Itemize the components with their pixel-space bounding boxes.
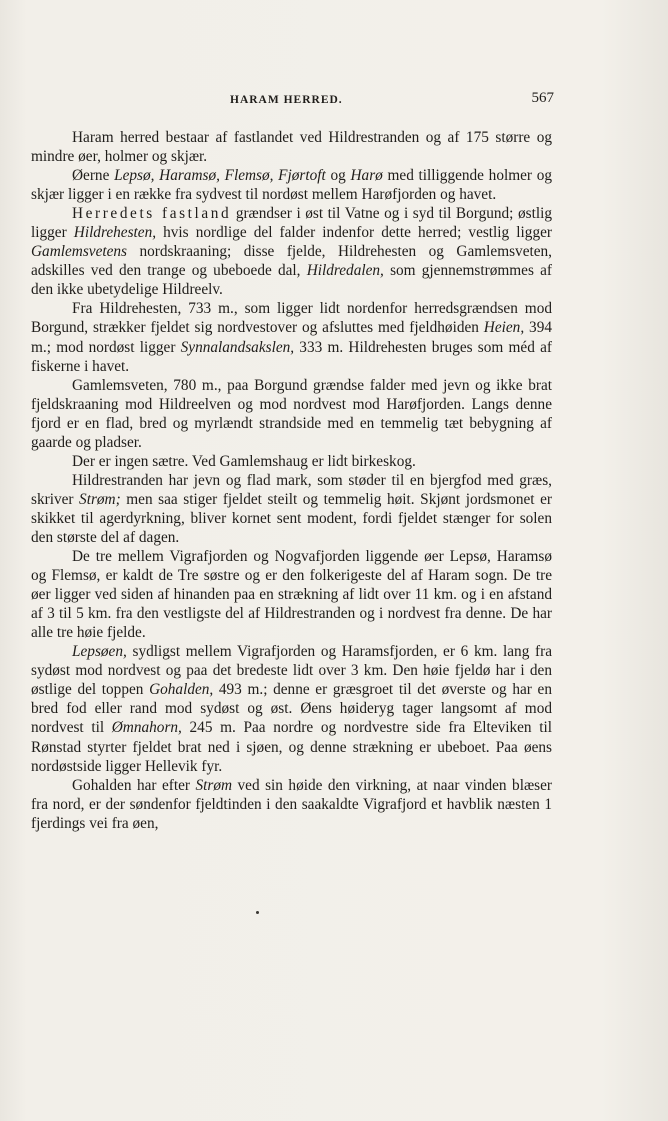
paragraph-2: Øerne Lepsø, Haramsø, Flemsø, Fjørtoft og Harø med tilliggende holmer og skjær ligger i en række fra sydvest til nordøst mellem Harøfjorden og havet. bbox=[31, 167, 552, 204]
paragraph-6: Der er ingen sætre. Ved Gamlemshaug er lidt birkeskog. bbox=[72, 452, 416, 470]
paragraph-10: Gohalden har efter Strøm ved sin høide den virkning, at naar vinden blæser fra nord, er der søndenfor fjeldtinden i den saakaldte Vigrafjord et havblik næsten 1 fjerdings vei fra øen, bbox=[31, 776, 552, 832]
paragraph-3: Herredets fastland grændser i øst til Vatne og i syd til Borgund; østlig ligger Hildrehesten, hvis nordlige del falder indenfor dette herred; vestlig ligger Gamlemsvetens nordskraaning; disse fjelde, Hildrehesten og Gamlemsveten, adskilles ved den trange og ubeboede dal, Hildredalen, som gjennemstrømmes af den ikke ubetydelige Hildreelv. bbox=[31, 205, 552, 299]
page-header bbox=[30, 90, 554, 112]
body-text bbox=[31, 128, 552, 833]
running-head: HARAM HERRED. bbox=[230, 94, 343, 106]
paragraph-8: De tre mellem Vigrafjorden og Nogvafjorden liggende øer Lepsø, Haramsø og Flemsø, er kaldt de Tre søstre og er den folkerigeste del af Haram sogn. De tre øer ligger ved siden af hinanden paa en strækning af lidt over 11 km. og i en afstand af 3 til 5 km. fra den vestligste del af Hildrestranden og i nordvest fra denne. De har alle tre høie fjelde. bbox=[31, 548, 552, 642]
paragraph-1: Haram herred bestaar af fastlandet ved Hildrestranden og af 175 større og mindre øer, holmer og skjær. bbox=[31, 129, 552, 166]
ink-speck bbox=[256, 911, 259, 914]
page-number: 567 bbox=[531, 90, 554, 106]
paragraph-5: Gamlemsveten, 780 m., paa Borgund grændse falder med jevn og ikke brat fjeldskraaning mod Hildreelven og mod nordvest mod Harøfjorden. Langs denne fjord er en flad, bred og myrlændt strandside med en temmelig tæt bebygning af gaarde og pladser. bbox=[31, 376, 552, 451]
paragraph-9: Lepsøen, sydligst mellem Vigrafjorden og Haramsfjorden, er 6 km. lang fra sydøst mod nordvest og paa det bredeste lidt over 3 km. Den høie fjeldø har i den østlige del toppen Gohalden, 493 m.; denne er græsgroet til det øverste og har en bred fod eller rand mod sydøst og øst. Øens høideryg tager langsomt af mod nordvest til Ømnahorn, 245 m. Paa nordre og nordvestre side fra Elteviken til Rønstad styrter fjeldet brat ned i sjøen, og denne strækning er ubeboet. Paa øens nordøstside ligger Hellevik fyr. bbox=[31, 643, 552, 775]
paragraph-4: Fra Hildrehesten, 733 m., som ligger lidt nordenfor herredsgrændsen mod Borgund, strækker fjeldet sig nordvestover og afsluttes med fjeldhøiden Heien, 394 m.; mod nordøst ligger Synnalandsakslen, 333 m. Hildrehesten bruges som méd af fiskerne i havet. bbox=[31, 300, 552, 375]
paragraph-7: Hildrestranden har jevn og flad mark, som støder til en bjergfod med græs, skriver Strøm; men saa stiger fjeldet steilt og temmelig høit. Skjønt jordsmonet er skikket til agerdyrkning, bliver kornet sent modent, fordi fjeldet stænger for solen den største del af dagen. bbox=[31, 471, 552, 546]
